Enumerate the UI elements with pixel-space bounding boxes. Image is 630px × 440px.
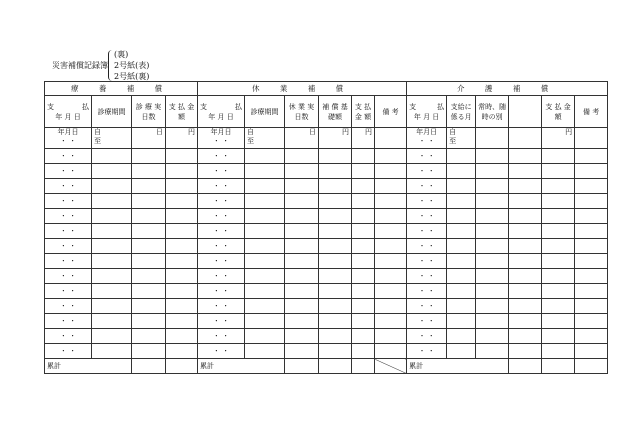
table-cell[interactable] [132, 224, 166, 239]
pay-date-cell[interactable]: ・ ・ [198, 239, 245, 254]
table-cell[interactable] [375, 269, 407, 284]
table-cell[interactable] [447, 179, 476, 194]
pay-date-cell[interactable]: ・ ・ [198, 149, 245, 164]
table-cell[interactable] [375, 329, 407, 344]
pay-date-cell[interactable]: 年月日 ・ ・ [407, 128, 447, 149]
table-cell[interactable] [447, 194, 476, 209]
total-row [45, 359, 608, 374]
table-cell[interactable] [575, 209, 608, 224]
remarks-cell[interactable] [575, 128, 608, 149]
table-cell[interactable] [575, 344, 608, 359]
table-cell[interactable] [447, 254, 476, 269]
pay-date-cell[interactable]: ・ ・ [198, 299, 245, 314]
pay-date-cell[interactable]: ・ ・ [407, 329, 447, 344]
total-days-cell[interactable] [132, 359, 166, 374]
table-cell[interactable] [352, 224, 375, 239]
table-cell[interactable] [352, 299, 375, 314]
pay-date-cell[interactable]: ・ ・ [45, 299, 92, 314]
table-cell[interactable] [92, 269, 132, 284]
pay-date-cell[interactable]: ・ ・ [198, 284, 245, 299]
table-cell[interactable] [375, 194, 407, 209]
table-cell[interactable] [542, 224, 575, 239]
form-title: 災害補償記録簿 [52, 61, 108, 70]
table-cell[interactable] [319, 269, 352, 284]
pay-date-cell[interactable]: ・ ・ [45, 254, 92, 269]
table-cell[interactable] [352, 164, 375, 179]
table-cell[interactable] [352, 239, 375, 254]
pay-date-cell[interactable]: ・ ・ [407, 299, 447, 314]
table-cell[interactable] [132, 269, 166, 284]
table-cell[interactable] [476, 314, 509, 329]
table-cell[interactable] [92, 149, 132, 164]
table-cell[interactable] [375, 284, 407, 299]
table-cell[interactable] [575, 314, 608, 329]
empty-cell[interactable] [509, 128, 542, 149]
pay-date-cell[interactable]: ・ ・ [198, 224, 245, 239]
table-row [45, 299, 608, 314]
table-cell[interactable] [476, 194, 509, 209]
table-cell[interactable] [166, 254, 198, 269]
variant-label: (裏) [114, 50, 129, 59]
pay-date-cell[interactable]: ・ ・ [407, 254, 447, 269]
table-cell[interactable] [575, 194, 608, 209]
table-cell[interactable] [447, 269, 476, 284]
table-cell[interactable] [319, 194, 352, 209]
table-cell[interactable] [132, 179, 166, 194]
table-cell[interactable] [319, 299, 352, 314]
pay-date-cell[interactable]: ・ ・ [45, 179, 92, 194]
table-cell[interactable] [476, 299, 509, 314]
table-cell[interactable] [476, 284, 509, 299]
pay-date-cell[interactable]: ・ ・ [45, 194, 92, 209]
pay-date-cell[interactable]: ・ ・ [407, 344, 447, 359]
pay-date-cell[interactable]: ・ ・ [45, 209, 92, 224]
table-cell[interactable] [447, 329, 476, 344]
table-cell[interactable] [245, 284, 285, 299]
table-cell[interactable] [245, 344, 285, 359]
table-cell[interactable] [447, 164, 476, 179]
table-cell[interactable] [375, 239, 407, 254]
table-cell[interactable] [476, 344, 509, 359]
pay-date-cell[interactable]: ・ ・ [45, 344, 92, 359]
table-cell[interactable] [245, 164, 285, 179]
table-cell[interactable] [542, 209, 575, 224]
table-row [45, 128, 608, 149]
table-cell[interactable] [447, 284, 476, 299]
table-cell[interactable] [166, 194, 198, 209]
table-cell[interactable] [132, 314, 166, 329]
col-pay-date: 支 払 年 月 日 [45, 96, 92, 128]
table-cell[interactable] [509, 194, 542, 209]
table-cell[interactable] [447, 224, 476, 239]
table-row [45, 164, 608, 179]
table-cell[interactable] [509, 209, 542, 224]
table-cell[interactable] [476, 254, 509, 269]
col-remarks: 備 考 [575, 96, 608, 128]
amount-cell[interactable]: 円 [166, 128, 198, 149]
column-header-row [45, 96, 608, 128]
table-cell[interactable] [166, 209, 198, 224]
pay-date-cell[interactable]: ・ ・ [45, 149, 92, 164]
table-cell[interactable] [132, 299, 166, 314]
table-cell[interactable] [575, 149, 608, 164]
col-pay-amount: 支 払 金 額 [166, 96, 198, 128]
table-cell[interactable] [542, 314, 575, 329]
pay-date-cell[interactable]: ・ ・ [407, 209, 447, 224]
table-cell[interactable] [509, 329, 542, 344]
pay-date-cell[interactable]: ・ ・ [198, 194, 245, 209]
period-cell[interactable]: 自 至 [92, 128, 132, 149]
table-cell[interactable] [375, 179, 407, 194]
table-cell[interactable] [575, 254, 608, 269]
table-cell[interactable] [375, 299, 407, 314]
table-cell[interactable] [575, 269, 608, 284]
month-cell[interactable]: 自 至 [447, 128, 476, 149]
table-cell[interactable] [166, 239, 198, 254]
table-cell[interactable] [447, 344, 476, 359]
table-row [45, 149, 608, 164]
table-cell[interactable] [285, 149, 319, 164]
remarks-cell[interactable] [375, 128, 407, 149]
table-cell[interactable] [166, 284, 198, 299]
table-cell[interactable] [509, 179, 542, 194]
table-cell[interactable] [352, 344, 375, 359]
pay-date-cell[interactable]: ・ ・ [198, 209, 245, 224]
table-cell[interactable] [166, 164, 198, 179]
table-cell[interactable] [352, 194, 375, 209]
pay-date-cell[interactable]: ・ ・ [407, 179, 447, 194]
table-cell[interactable] [92, 209, 132, 224]
table-cell[interactable] [285, 299, 319, 314]
table-cell[interactable] [319, 209, 352, 224]
table-cell[interactable] [352, 179, 375, 194]
variant-label: 2号紙(裏) [114, 72, 150, 81]
pay-date-cell[interactable]: ・ ・ [45, 329, 92, 344]
table-cell[interactable] [319, 224, 352, 239]
pay-date-cell[interactable]: ・ ・ [407, 314, 447, 329]
pay-date-cell[interactable]: ・ ・ [45, 239, 92, 254]
table-cell[interactable] [542, 269, 575, 284]
pay-date-cell[interactable]: ・ ・ [407, 224, 447, 239]
table-cell[interactable] [542, 344, 575, 359]
total-label[interactable]: 累計 [45, 359, 132, 374]
table-row [45, 284, 608, 299]
table-cell[interactable] [509, 254, 542, 269]
col-treatment-days: 診 療 実日数 [132, 96, 166, 128]
table-row [45, 194, 608, 209]
table-cell[interactable] [245, 224, 285, 239]
table-cell[interactable] [245, 149, 285, 164]
section-care: 介 護 補 償 [407, 82, 608, 96]
table-cell[interactable] [285, 269, 319, 284]
table-cell[interactable] [476, 329, 509, 344]
table-row [45, 254, 608, 269]
table-cell[interactable] [542, 164, 575, 179]
table-cell[interactable] [542, 329, 575, 344]
table-cell[interactable] [575, 224, 608, 239]
table-cell[interactable] [166, 329, 198, 344]
table-cell[interactable] [92, 329, 132, 344]
pay-date-cell[interactable]: ・ ・ [198, 329, 245, 344]
pay-date-cell[interactable]: ・ ・ [198, 314, 245, 329]
table-cell[interactable] [509, 314, 542, 329]
pay-date-cell[interactable]: ・ ・ [45, 314, 92, 329]
table-cell[interactable] [476, 239, 509, 254]
table-cell[interactable] [319, 329, 352, 344]
pay-date-cell[interactable]: ・ ・ [198, 164, 245, 179]
table-cell[interactable] [245, 239, 285, 254]
total-days-cell[interactable] [285, 359, 319, 374]
table-cell[interactable] [245, 299, 285, 314]
table-cell[interactable] [245, 329, 285, 344]
table-cell[interactable] [542, 284, 575, 299]
table-cell[interactable] [447, 209, 476, 224]
table-cell[interactable] [375, 344, 407, 359]
total-base-cell[interactable] [319, 359, 352, 374]
table-cell[interactable] [92, 194, 132, 209]
table-cell[interactable] [132, 329, 166, 344]
pay-date-cell[interactable]: ・ ・ [45, 224, 92, 239]
col-leave-days: 休 業 実日数 [285, 96, 319, 128]
pay-date-cell[interactable]: ・ ・ [198, 269, 245, 284]
variant-label: 2号紙(表) [114, 61, 150, 70]
table-cell[interactable] [542, 179, 575, 194]
table-cell[interactable] [575, 299, 608, 314]
pay-date-cell[interactable]: ・ ・ [45, 269, 92, 284]
table-cell[interactable] [245, 194, 285, 209]
table-cell[interactable] [319, 179, 352, 194]
table-cell[interactable] [542, 254, 575, 269]
col-care-type: 常時、随時の別 [476, 96, 509, 128]
table-cell[interactable] [509, 224, 542, 239]
col-pay-date: 支 払 年 月 日 [407, 96, 447, 128]
table-cell[interactable] [447, 239, 476, 254]
total-amount-cell[interactable] [166, 359, 198, 374]
table-row [45, 269, 608, 284]
pay-date-cell[interactable]: ・ ・ [407, 194, 447, 209]
table-cell[interactable] [476, 179, 509, 194]
table-cell[interactable] [166, 269, 198, 284]
table-cell[interactable] [476, 224, 509, 239]
col-treatment-period: 診療期間 [92, 96, 132, 128]
table-cell[interactable] [132, 194, 166, 209]
table-cell[interactable] [319, 164, 352, 179]
table-cell[interactable] [319, 239, 352, 254]
table-cell[interactable] [285, 329, 319, 344]
table-cell[interactable] [92, 179, 132, 194]
table-row [45, 209, 608, 224]
pay-date-cell[interactable]: ・ ・ [198, 254, 245, 269]
type-cell[interactable] [476, 128, 509, 149]
table-cell[interactable] [352, 209, 375, 224]
table-cell[interactable] [542, 194, 575, 209]
total-label[interactable]: 累計 [407, 359, 509, 374]
table-cell[interactable] [509, 299, 542, 314]
section-header-row [45, 82, 608, 96]
col-pay-amount: 支 払 金 額 [352, 96, 375, 128]
compensation-record-table [44, 81, 608, 374]
table-cell[interactable] [285, 224, 319, 239]
table-cell[interactable] [352, 269, 375, 284]
table-cell[interactable] [132, 344, 166, 359]
table-cell[interactable] [476, 164, 509, 179]
total-label[interactable]: 累計 [198, 359, 285, 374]
table-row [45, 314, 608, 329]
pay-date-cell[interactable]: 年月日 ・ ・ [198, 128, 245, 149]
table-cell[interactable] [319, 314, 352, 329]
col-pay-date: 支 払 年 月 日 [198, 96, 245, 128]
table-cell[interactable] [92, 224, 132, 239]
table-cell[interactable] [509, 344, 542, 359]
form-variants [114, 49, 149, 82]
amount-cell[interactable]: 円 [542, 128, 575, 149]
table-cell[interactable] [285, 239, 319, 254]
table-cell[interactable] [352, 314, 375, 329]
table-row [45, 344, 608, 359]
table-cell[interactable] [575, 284, 608, 299]
table-cell[interactable] [92, 344, 132, 359]
pay-date-cell[interactable]: ・ ・ [198, 344, 245, 359]
table-cell[interactable] [132, 149, 166, 164]
table-cell[interactable] [166, 149, 198, 164]
table-cell[interactable] [166, 179, 198, 194]
table-cell[interactable] [476, 209, 509, 224]
table-cell[interactable] [166, 314, 198, 329]
col-empty [509, 96, 542, 128]
pay-date-cell[interactable]: 年月日 ・ ・ [45, 128, 92, 149]
col-comp-base: 補 償 基礎額 [319, 96, 352, 128]
table-cell[interactable] [245, 314, 285, 329]
days-cell[interactable]: 日 [285, 128, 319, 149]
table-cell[interactable] [132, 209, 166, 224]
total-slash-cell[interactable] [375, 359, 407, 374]
total-amount-cell[interactable] [575, 359, 608, 374]
table-cell[interactable] [92, 164, 132, 179]
days-cell[interactable]: 日 [132, 128, 166, 149]
table-cell[interactable] [132, 239, 166, 254]
table-row [45, 239, 608, 254]
table-cell[interactable] [166, 224, 198, 239]
table-cell[interactable] [352, 329, 375, 344]
table-cell[interactable] [509, 269, 542, 284]
table-cell[interactable] [92, 239, 132, 254]
table-cell[interactable] [319, 254, 352, 269]
table-cell[interactable] [319, 344, 352, 359]
period-cell[interactable]: 自 至 [245, 128, 285, 149]
pay-date-cell[interactable]: ・ ・ [407, 269, 447, 284]
table-cell[interactable] [509, 284, 542, 299]
table-cell[interactable] [319, 149, 352, 164]
pay-date-cell[interactable]: ・ ・ [407, 164, 447, 179]
table-cell[interactable] [375, 314, 407, 329]
table-cell[interactable] [575, 179, 608, 194]
table-cell[interactable] [575, 239, 608, 254]
pay-date-cell[interactable]: ・ ・ [45, 284, 92, 299]
table-cell[interactable] [285, 284, 319, 299]
table-cell[interactable] [285, 254, 319, 269]
pay-date-cell[interactable]: ・ ・ [407, 149, 447, 164]
total-amount-cell[interactable] [352, 359, 375, 374]
table-cell[interactable] [447, 299, 476, 314]
col-care-month: 支給に係る月 [447, 96, 476, 128]
table-cell[interactable] [285, 314, 319, 329]
table-cell[interactable] [285, 209, 319, 224]
table-cell[interactable] [245, 269, 285, 284]
table-cell[interactable] [352, 254, 375, 269]
table-row [45, 224, 608, 239]
pay-date-cell[interactable]: ・ ・ [45, 164, 92, 179]
table-cell[interactable] [375, 149, 407, 164]
table-cell[interactable] [245, 179, 285, 194]
section-leave: 休 業 補 償 [198, 82, 407, 96]
table-cell[interactable] [92, 284, 132, 299]
table-row [45, 329, 608, 344]
table-cell[interactable] [285, 164, 319, 179]
table-cell[interactable] [132, 284, 166, 299]
table-cell[interactable] [166, 299, 198, 314]
pay-date-cell[interactable]: ・ ・ [407, 284, 447, 299]
table-cell[interactable] [509, 239, 542, 254]
table-cell[interactable] [92, 299, 132, 314]
table-cell[interactable] [542, 299, 575, 314]
table-cell[interactable] [447, 314, 476, 329]
table-cell[interactable] [285, 179, 319, 194]
pay-date-cell[interactable]: ・ ・ [198, 179, 245, 194]
table-cell[interactable] [352, 149, 375, 164]
table-cell[interactable] [245, 209, 285, 224]
table-cell[interactable] [352, 284, 375, 299]
table-cell[interactable] [92, 314, 132, 329]
col-remarks: 備 考 [375, 96, 407, 128]
base-cell[interactable]: 円 [319, 128, 352, 149]
table-cell[interactable] [509, 164, 542, 179]
table-cell[interactable] [476, 269, 509, 284]
table-cell[interactable] [375, 209, 407, 224]
table-cell[interactable] [542, 149, 575, 164]
table-cell[interactable] [375, 164, 407, 179]
total-empty-cell[interactable] [542, 359, 575, 374]
table-cell[interactable] [509, 149, 542, 164]
total-type-cell[interactable] [509, 359, 542, 374]
pay-date-cell[interactable]: ・ ・ [407, 239, 447, 254]
table-cell[interactable] [132, 254, 166, 269]
table-cell[interactable] [166, 344, 198, 359]
col-pay-amount: 支 払 金 額 [542, 96, 575, 128]
table-cell[interactable] [375, 254, 407, 269]
table-cell[interactable] [476, 149, 509, 164]
table-cell[interactable] [375, 224, 407, 239]
amount-cell[interactable]: 円 [352, 128, 375, 149]
table-cell[interactable] [319, 284, 352, 299]
table-cell[interactable] [575, 164, 608, 179]
table-cell[interactable] [285, 194, 319, 209]
table-cell[interactable] [542, 239, 575, 254]
table-cell[interactable] [245, 254, 285, 269]
table-cell[interactable] [575, 329, 608, 344]
table-cell[interactable] [285, 344, 319, 359]
section-medical: 療 養 補 償 [45, 82, 198, 96]
col-treatment-period: 診療期間 [245, 96, 285, 128]
table-row [45, 179, 608, 194]
table-cell[interactable] [132, 164, 166, 179]
table-cell[interactable] [447, 149, 476, 164]
table-cell[interactable] [92, 254, 132, 269]
